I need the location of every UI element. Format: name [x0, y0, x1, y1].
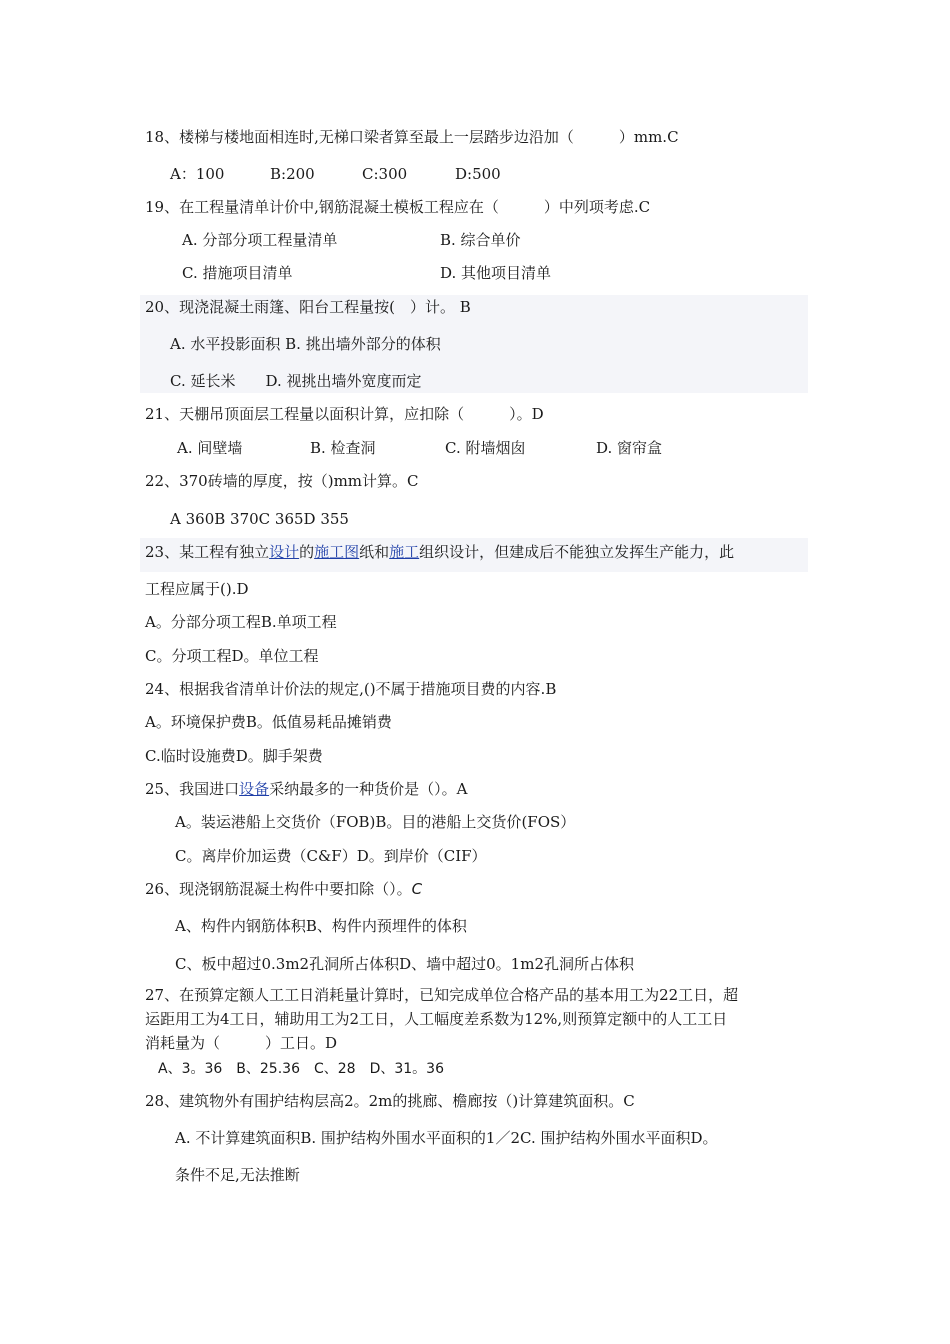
stem-text: 的	[299, 543, 315, 561]
options-line-2: C。离岸价加运费（C&F）D。到岸价（CIF）	[175, 847, 487, 865]
question-19-stem: 19、在工程量清单计价中,钢筋混凝土模板工程应在（ ）中列项考虑.C	[145, 198, 651, 216]
question-23-stem-cont: 工程应属于().D	[145, 580, 249, 598]
option-c: C. 措施项目清单	[182, 264, 293, 282]
answer-letter: C	[411, 880, 423, 898]
option-c: C:300	[362, 165, 408, 183]
options-line: A 360B 370C 365D 355	[170, 510, 349, 528]
option-d: D:500	[455, 165, 501, 183]
options-line-2: C.临时设施费D。脚手架费	[145, 747, 323, 765]
question-25-stem	[145, 779, 467, 799]
question-18-stem: 18、楼梯与楼地面相连时,无梯口梁者算至最上一层踏步边沿加（ ）mm.C	[145, 128, 679, 146]
stem-text: 纸和	[359, 543, 390, 561]
option-b: B. 检查洞	[310, 439, 376, 457]
options-line-2: C. 延长米 D. 视挑出墙外宽度而定	[170, 372, 422, 390]
question-21-stem: 21、天棚吊顶面层工程量以面积计算，应扣除（ ）。D	[145, 405, 544, 423]
options-line-2: C、板中超过0.3m2孔洞所占体积D、墙中超过0。1m2孔洞所占体积	[175, 955, 634, 973]
stem-text: 25、我国进口	[145, 780, 240, 798]
link-construction[interactable]: 施工	[389, 543, 420, 561]
option-a: A. 间壁墙	[177, 439, 243, 457]
question-28-stem: 28、建筑物外有围护结构层高2。2m的挑廊、檐廊按（)计算建筑面积。C	[145, 1092, 635, 1110]
link-design[interactable]: 设计	[269, 543, 300, 561]
options-line-1: A. 水平投影面积 B. 挑出墙外部分的体积	[170, 335, 441, 353]
question-23-stem	[145, 542, 734, 562]
options-line-1: A、构件内钢筋体积B、构件内预埋件的体积	[175, 917, 467, 935]
option-b: B:200	[270, 165, 315, 183]
question-26-stem	[145, 879, 422, 899]
option-c: C. 附墙烟囱	[445, 439, 526, 457]
options-line: A、3。36 B、25.36 C、28 D、31。36	[158, 1061, 444, 1077]
options-line-2: C。分项工程D。单位工程	[145, 647, 319, 665]
option-a: A. 分部分项工程量清单	[182, 231, 338, 249]
option-d: D. 窗帘盒	[596, 439, 663, 457]
option-a: A：100	[170, 165, 225, 183]
options-line-1: A. 不计算建筑面积B. 围护结构外围水平面积的1／2C. 围护结构外围水平面积D。	[175, 1129, 718, 1147]
options-line-2: 条件不足,无法推断	[175, 1166, 300, 1184]
link-equipment[interactable]: 设备	[239, 780, 270, 798]
question-24-stem: 24、根据我省清单计价法的规定,()不属于措施项目费的内容.B	[145, 680, 557, 698]
stem-text: 采纳最多的一种货价是（）。A	[269, 780, 468, 798]
option-d: D. 其他项目清单	[440, 264, 552, 282]
option-b: B. 综合单价	[440, 231, 521, 249]
question-20-stem: 20、现浇混凝土雨篷、阳台工程量按( ）计。 B	[145, 298, 471, 316]
stem-text: 组织设计，但建成后不能独立发挥生产能力，此	[419, 543, 735, 561]
question-22-stem: 22、370砖墙的厚度，按（)mm计算。C	[145, 472, 419, 490]
options-line-1: A。环境保护费B。低值易耗品摊销费	[145, 713, 392, 731]
options-line-1: A。装运港船上交货价（FOB)B。目的港船上交货价(FOS）	[175, 813, 576, 831]
stem-text: 26、现浇钢筋混凝土构件中要扣除（）。	[145, 880, 412, 898]
options-line-1: A。分部分项工程B.单项工程	[145, 613, 337, 631]
stem-text: 23、某工程有独立	[145, 543, 270, 561]
link-construction-drawing[interactable]: 施工图	[314, 543, 360, 561]
question-27-stem-line-1: 27、在预算定额人工工日消耗量计算时，已知完成单位合格产品的基本用工为22工日，超	[145, 986, 739, 1004]
question-27-stem-line-2: 运距用工为4工日，辅助用工为2工日，人工幅度差系数为12%,则预算定额中的人工工日	[145, 1010, 728, 1028]
question-27-stem-line-3: 消耗量为（ ）工日。D	[145, 1034, 338, 1052]
